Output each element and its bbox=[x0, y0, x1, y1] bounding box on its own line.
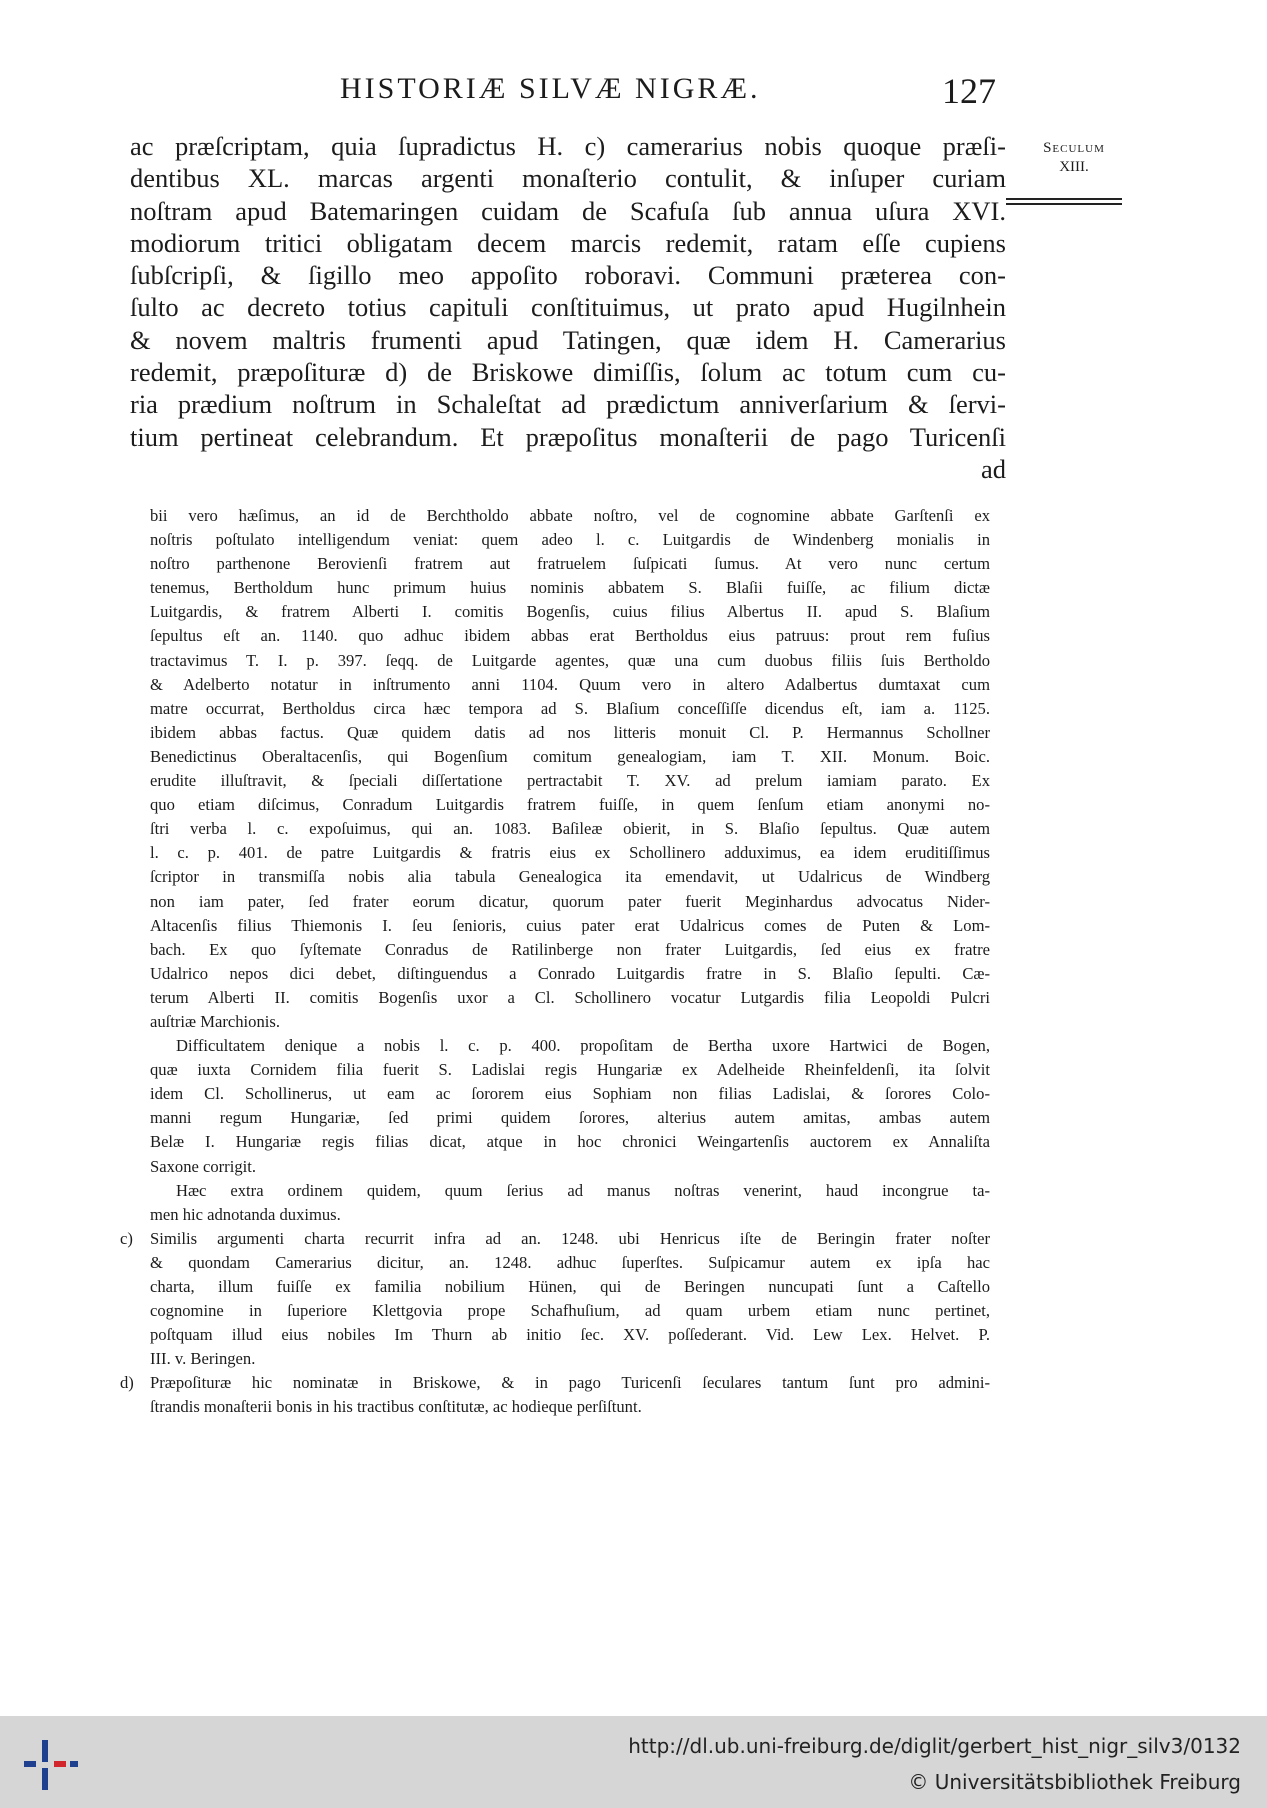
footnote-line: Similis argumenti charta recurrit infra ad an. 1248. ubi Henricus iſte de Beringin frater noſter bbox=[150, 1228, 990, 1248]
main-text-line: ac præſcriptam, quia ſupradictus H. c) camerarius nobis quoque præſi- bbox=[130, 131, 1006, 161]
footnote-line: quo etiam diſcimus, Conradum Luitgardis fratrem fuiſſe, in quem ſenſum etiam anonymi no- bbox=[150, 795, 990, 815]
footnote-line: idem Cl. Schollinerus, ut eam ac ſororem eius Sophiam non filias Ladislai, & ſorores Colo- bbox=[150, 1084, 990, 1104]
footnote-line: ſcriptor in transmiſſa nobis alia tabula Genealogica ita emendavit, ut Udalricus de Windberg bbox=[150, 867, 990, 887]
main-text-line: tium pertineat celebrandum. Et præpoſitus monaſterii de pago Turicenſi bbox=[130, 421, 1006, 452]
footnotes bbox=[120, 504, 990, 1420]
footnote-line: & Adelberto notatur in inſtrumento anni 1104. Quum vero in altero Adalbertus dumtaxat cum bbox=[150, 674, 990, 694]
footnote-marker-c: c) bbox=[120, 1228, 133, 1248]
footnote-line: l. c. p. 401. de patre Luitgardis & fratris eius ex Schollinero adduximus, ea idem eruditiſſimus bbox=[150, 843, 990, 863]
footnote-line: men hic adnotanda duximus. bbox=[150, 1204, 341, 1224]
footnote-c bbox=[120, 1227, 990, 1372]
footnote-line: auſtriæ Marchionis. bbox=[150, 1011, 280, 1031]
footnote-line: terum Alberti II. comitis Bogenſis uxor a Cl. Schollinero vocatur Lutgardis filia Leopoldi Pulcri bbox=[150, 987, 990, 1007]
footnote-line: Præpoſituræ hic nominatæ in Briskowe, & in pago Turicenſi ſeculares tantum ſunt pro admini- bbox=[150, 1373, 990, 1393]
margin-rule-ornament bbox=[1006, 198, 1122, 208]
footnote-line: ſepultus eſt an. 1140. quo adhuc ibidem abbas erat Bertholdus eius patruus: prout rem fuſius bbox=[150, 626, 990, 646]
footnote-line: & quondam Camerarius dicitur, an. 1248. adhuc ſuperſtes. Suſpicamur autem ex ipſa hac bbox=[150, 1252, 990, 1272]
main-text-line: ſulto ac decreto totius capituli conſtituimus, ut prato apud Hugilnhein bbox=[130, 292, 1006, 323]
footnote-line: Benedictinus Oberaltacenſis, qui Bogenſium comitum genealogiam, iam T. XII. Monum. Boic. bbox=[150, 746, 990, 766]
footnote-line: quæ iuxta Cornidem filia fuerit S. Ladislai regis Hungariæ ex Adelheide Rheinfeldenſi, ita ſolvit bbox=[150, 1060, 990, 1080]
footnote-line: charta, illum fuiſſe ex familia nobilium Hünen, qui de Beringen nuncupati ſunt a Caſtello bbox=[150, 1277, 990, 1296]
ub-freiburg-logo-icon bbox=[20, 1734, 82, 1796]
footnote-paragraph-difficultatem bbox=[150, 1034, 990, 1179]
running-title: HISTORIÆ SILVÆ NIGRÆ. bbox=[340, 72, 761, 105]
footnote-line: erudite illuſtravit, & ſpeciali diſſertatione pertractabit T. XV. ad prelum iamiam parato. Ex bbox=[150, 771, 990, 791]
footnote-line: bii vero hæſimus, an id de Berchtholdo abbate noſtro, vel de cognomine abbate Garſtenſi ex bbox=[150, 506, 990, 525]
footnote-line: noſtro parthenone Berovienſi fratrem aut fratruelem ſuſpicati ſumus. At vero nunc certum bbox=[150, 554, 990, 574]
footnote-line: Altacenſis filius Thiemonis I. ſeu ſenioris, cuius pater erat Udalricus comes de Puten & Lom- bbox=[150, 915, 990, 935]
footnote-continuation bbox=[150, 504, 990, 1034]
footnote-line: noſtris poſtulato intelligendum veniat: quem adeo l. c. Luitgardis de Windenberg monialis in bbox=[150, 530, 990, 550]
footnote-line: Luitgardis, & fratrem Alberti I. comitis Bogenſis, cuius filius Albertus II. apud S. Blaſium bbox=[150, 602, 990, 622]
footnote-line: Hæc extra ordinem quidem, quum ſerius ad manus noſtras venerint, haud incongrue ta- bbox=[176, 1180, 990, 1200]
margin-note-century: XIII. bbox=[1059, 159, 1089, 175]
footnote-line: poſtquam illud eius nobiles Im Thurn ab initio ſec. XV. poſſederant. Vid. Lew Lex. Helvet. P. bbox=[150, 1325, 990, 1345]
footnote-d bbox=[120, 1371, 990, 1419]
page-number: 127 bbox=[942, 71, 996, 111]
footnote-line: Difficultatem denique a nobis l. c. p. 400. propoſitam de Bertha uxore Hartwici de Bogen, bbox=[176, 1036, 990, 1056]
main-text-line: & novem maltris frumenti apud Tatingen, quæ idem H. Camerarius bbox=[130, 324, 1006, 355]
footnote-line: bach. Ex quo ſyſtemate Conradus de Ratilinberge non frater Luitgardis, ſed eius ex fratre bbox=[150, 939, 990, 959]
permalink-url[interactable]: http://dl.ub.uni-freiburg.de/diglit/gerbert_hist_nigr_silv3/0132 bbox=[628, 1734, 1241, 1758]
viewer-footer bbox=[0, 1716, 1267, 1808]
copyright-notice: © Universitätsbibliothek Freiburg bbox=[908, 1770, 1241, 1794]
footnote-line: Udalrico nepos dici debet, diſtinguendus a Conrado Luitgardis fratre in S. Blaſio ſepulti. Cæ- bbox=[150, 963, 990, 983]
footnote-line: manni regum Hungariæ, ſed primi quidem ſorores, alterius autem amitas, ambas autem bbox=[150, 1108, 990, 1128]
main-text-body bbox=[130, 130, 1006, 485]
footnote-paragraph-haec bbox=[150, 1179, 990, 1227]
main-text-line: noſtram apud Batemaringen cuidam de Scafuſa ſub annua uſura XVI. bbox=[130, 195, 1006, 226]
footnote-line: cognomine in ſuperiore Klettgovia prope Schafhuſium, ad quam urbem etiam nunc pertinet, bbox=[150, 1301, 990, 1321]
footnote-line: non iam pater, ſed frater eorum dicatur, quorum pater fuerit Meginhardus advocatus Nider- bbox=[150, 891, 990, 911]
footnote-line: ſtrandis monaſterii bonis in his tractibus conſtitutæ, ac hodieque perſiſtunt. bbox=[150, 1397, 642, 1417]
footnote-line: tenemus, Bertholdum hunc primum huius nominis abbatem S. Blaſii fuiſſe, ac filium dictæ bbox=[150, 578, 990, 598]
footnote-line: Belæ I. Hungariæ regis filias dicat, atque in hoc chronici Weingartenſis auctorem ex Annaliſta bbox=[150, 1132, 990, 1152]
margin-note bbox=[1020, 140, 1128, 176]
catchword: ad bbox=[980, 453, 1006, 484]
margin-note-seculum: Seculum bbox=[1043, 140, 1105, 156]
main-text-line: ria prædium noſtrum in Schaleſtat ad prædictum anniverſarium & ſervi- bbox=[130, 389, 1006, 420]
footnote-line: III. v. Beringen. bbox=[150, 1349, 256, 1369]
main-text-line: redemit, præpoſituræ d) de Briskowe dimiſſis, ſolum ac totum cum cu- bbox=[130, 357, 1006, 388]
footnote-marker-d: d) bbox=[120, 1373, 134, 1393]
main-text-line: dentibus XL. marcas argenti monaſterio contulit, & inſuper curiam bbox=[130, 163, 1006, 194]
footnote-line: tractavimus T. I. p. 397. ſeqq. de Luitgarde agentes, quæ una cum duobus filiis ſuis Bertholdo bbox=[150, 650, 990, 670]
main-text-line: modiorum tritici obligatam decem marcis redemit, ratam eſſe cupiens bbox=[130, 227, 1006, 258]
footnote-line: ibidem abbas factus. Quæ quidem datis ad nos litteris monuit Cl. P. Hermannus Schollner bbox=[150, 722, 990, 742]
footnote-line: ſtri verba l. c. expoſuimus, qui an. 1083. Baſileæ obierit, in S. Blaſio ſepultus. Quæ autem bbox=[150, 819, 990, 839]
footnote-line: matre occurrat, Bertholdus circa hæc tempora ad S. Blaſium conceſſiſſe dicendus eſt, iam a. 1125. bbox=[150, 698, 990, 718]
footnote-line: Saxone corrigit. bbox=[150, 1156, 256, 1176]
main-text-line: ſubſcripſi, & ſigillo meo appoſito roboravi. Communi præterea con- bbox=[130, 260, 1006, 291]
